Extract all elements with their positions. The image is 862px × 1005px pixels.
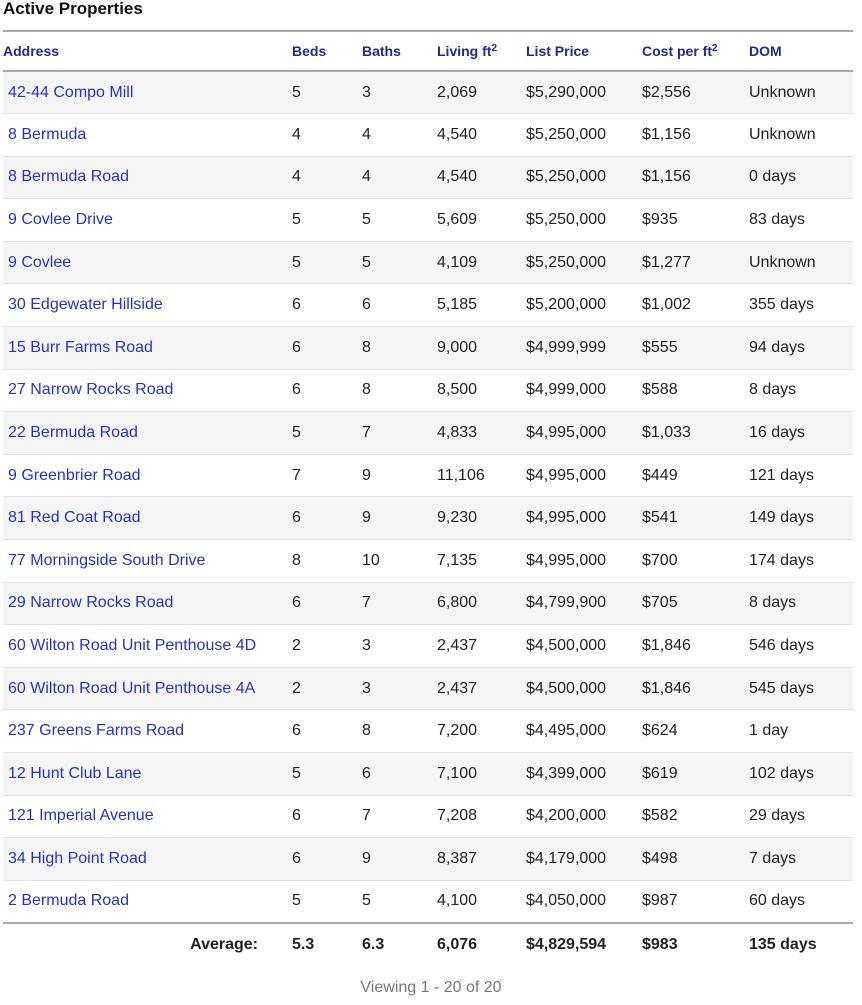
cell-cost-per-ft: $582 [642, 807, 678, 825]
cell-cost-per-ft: $1,002 [642, 296, 691, 314]
header-label: Beds [292, 43, 327, 59]
cell-address [3, 667, 292, 710]
cell-baths: 7 [362, 594, 371, 612]
address-link[interactable]: 42-44 Compo Mill [8, 83, 134, 101]
cell-dom: 0 days [749, 168, 797, 186]
table-row [3, 369, 853, 412]
cell-dom: 60 days [749, 892, 806, 910]
cell-address [3, 114, 292, 157]
cell-beds: 6 [292, 807, 301, 825]
cell-cost-per-ft: $555 [642, 338, 678, 356]
cell-baths: 8 [362, 381, 371, 399]
cell-beds: 6 [292, 296, 301, 314]
table-row [3, 625, 853, 668]
cell-cost-per-ft: $1,033 [642, 424, 691, 442]
cell-baths: 9 [362, 509, 371, 527]
cell-living: 4,540 [437, 168, 478, 186]
average-cost-per-ft: $983 [642, 936, 678, 954]
cell-cost-per-ft: $541 [642, 509, 678, 527]
cell-address [3, 199, 292, 242]
cell-list-price: $5,290,000 [526, 83, 607, 101]
table-row [3, 114, 853, 157]
average-label: Average: [190, 936, 258, 954]
cell-beds: 5 [292, 211, 301, 229]
cell-living: 2,437 [437, 679, 478, 697]
properties-table [3, 30, 853, 967]
cell-address [3, 838, 292, 881]
table-row [3, 241, 853, 284]
table-row [3, 327, 853, 370]
address-link[interactable]: 77 Morningside South Drive [8, 551, 206, 569]
address-link[interactable]: 30 Edgewater Hillside [8, 296, 163, 314]
table-row [3, 582, 853, 625]
cell-living: 2,069 [437, 83, 478, 101]
address-link[interactable]: 9 Covlee [8, 253, 72, 271]
header-label: Address [3, 43, 60, 59]
cell-address [3, 497, 292, 540]
superscript: 2 [712, 43, 718, 54]
header-address[interactable] [3, 31, 292, 71]
cell-dom: 94 days [749, 338, 806, 356]
table-row [3, 454, 853, 497]
table-header-row [3, 31, 853, 71]
address-link[interactable]: 9 Greenbrier Road [8, 466, 141, 484]
cell-dom: Unknown [749, 125, 816, 143]
cell-beds: 6 [292, 381, 301, 399]
cell-beds: 2 [292, 679, 301, 697]
address-link[interactable]: 60 Wilton Road Unit Penthouse 4D [8, 637, 257, 655]
address-link[interactable]: 81 Red Coat Road [8, 509, 141, 527]
header-living[interactable] [437, 31, 526, 71]
cell-beds: 5 [292, 83, 301, 101]
address-link[interactable]: 121 Imperial Avenue [8, 807, 154, 825]
cell-dom: 8 days [749, 594, 797, 612]
table-row [3, 753, 853, 796]
superscript: 2 [491, 43, 497, 54]
cell-living: 7,100 [437, 764, 478, 782]
cell-dom: 1 day [749, 722, 789, 740]
table-row [3, 795, 853, 838]
cell-list-price: $4,500,000 [526, 637, 607, 655]
cell-beds: 5 [292, 764, 301, 782]
cell-address [3, 241, 292, 284]
cell-list-price: $4,995,000 [526, 551, 607, 569]
cell-baths: 5 [362, 253, 371, 271]
cell-cost-per-ft: $705 [642, 594, 678, 612]
header-label: Cost per ft [642, 43, 712, 59]
address-link[interactable]: 34 High Point Road [8, 849, 147, 867]
cell-baths: 8 [362, 722, 371, 740]
cell-cost-per-ft: $588 [642, 381, 678, 399]
cell-list-price: $4,799,900 [526, 594, 607, 612]
address-link[interactable]: 9 Covlee Drive [8, 211, 113, 229]
address-link[interactable]: 22 Bermuda Road [8, 424, 138, 442]
cell-beds: 4 [292, 168, 301, 186]
table-row [3, 71, 853, 114]
cell-living: 4,833 [437, 424, 478, 442]
cell-baths: 5 [362, 211, 371, 229]
average-list-price: $4,829,594 [526, 936, 607, 954]
cell-baths: 3 [362, 679, 371, 697]
cell-cost-per-ft: $935 [642, 211, 678, 229]
address-link[interactable]: 29 Narrow Rocks Road [8, 594, 174, 612]
cell-dom: 7 days [749, 849, 797, 867]
cell-baths: 7 [362, 424, 371, 442]
cell-address [3, 71, 292, 114]
cell-list-price: $5,250,000 [526, 211, 607, 229]
cell-address [3, 625, 292, 668]
cell-list-price: $4,995,000 [526, 466, 607, 484]
cell-beds: 2 [292, 637, 301, 655]
table-row [3, 838, 853, 881]
cell-baths: 10 [362, 551, 380, 569]
cell-cost-per-ft: $1,846 [642, 679, 691, 697]
cell-cost-per-ft: $498 [642, 849, 678, 867]
table-row [3, 497, 853, 540]
cell-dom: 545 days [749, 679, 814, 697]
average-row [3, 923, 853, 967]
cell-living: 5,185 [437, 296, 478, 314]
address-link[interactable]: 237 Greens Farms Road [8, 722, 185, 740]
cell-cost-per-ft: $2,556 [642, 83, 691, 101]
address-link[interactable]: 60 Wilton Road Unit Penthouse 4A [8, 679, 256, 697]
cell-living: 8,387 [437, 849, 478, 867]
table-row [3, 156, 853, 199]
average-baths: 6.3 [362, 936, 385, 954]
cell-address [3, 540, 292, 583]
cell-beds: 4 [292, 125, 301, 143]
cell-dom: 29 days [749, 807, 806, 825]
cell-baths: 4 [362, 125, 371, 143]
cell-living: 5,609 [437, 211, 478, 229]
cell-cost-per-ft: $449 [642, 466, 678, 484]
cell-cost-per-ft: $1,156 [642, 168, 691, 186]
table-row [3, 710, 853, 753]
cell-beds: 5 [292, 424, 301, 442]
average-living: 6,076 [437, 936, 478, 954]
table-row [3, 199, 853, 242]
pagination-status: Viewing 1 - 20 of 20 [360, 979, 502, 996]
cell-baths: 6 [362, 764, 371, 782]
cell-dom: 83 days [749, 211, 806, 229]
cell-living: 4,540 [437, 125, 478, 143]
cell-baths: 9 [362, 849, 371, 867]
cell-baths: 3 [362, 83, 371, 101]
table-row [3, 880, 853, 923]
cell-dom: 174 days [749, 551, 814, 569]
table-row [3, 540, 853, 583]
table-row [3, 412, 853, 455]
cell-beds: 7 [292, 466, 301, 484]
cell-address [3, 582, 292, 625]
cell-beds: 6 [292, 849, 301, 867]
cell-cost-per-ft: $619 [642, 764, 678, 782]
cell-list-price: $5,200,000 [526, 296, 607, 314]
cell-baths: 9 [362, 466, 371, 484]
cell-baths: 3 [362, 637, 371, 655]
cell-list-price: $4,399,000 [526, 764, 607, 782]
cell-baths: 6 [362, 296, 371, 314]
cell-beds: 6 [292, 722, 301, 740]
cell-address [3, 880, 292, 923]
cell-list-price: $5,250,000 [526, 168, 607, 186]
cell-baths: 7 [362, 807, 371, 825]
cell-beds: 6 [292, 338, 301, 356]
cell-address [3, 412, 292, 455]
cell-address [3, 454, 292, 497]
header-list-price[interactable] [526, 31, 642, 71]
cell-list-price: $4,995,000 [526, 509, 607, 527]
cell-cost-per-ft: $1,156 [642, 125, 691, 143]
cell-baths: 4 [362, 168, 371, 186]
cell-dom: Unknown [749, 253, 816, 271]
cell-cost-per-ft: $987 [642, 892, 678, 910]
header-label: Living ft [437, 43, 492, 59]
cell-address [3, 156, 292, 199]
average-dom: 135 days [749, 936, 817, 954]
cell-living: 6,800 [437, 594, 478, 612]
cell-cost-per-ft: $1,277 [642, 253, 691, 271]
header-baths[interactable] [362, 31, 437, 71]
cell-living: 4,109 [437, 253, 478, 271]
cell-cost-per-ft: $700 [642, 551, 678, 569]
table-row [3, 284, 853, 327]
header-label: List Price [526, 43, 590, 59]
cell-dom: 102 days [749, 764, 814, 782]
cell-beds: 6 [292, 594, 301, 612]
cell-living: 9,230 [437, 509, 478, 527]
cell-living: 7,200 [437, 722, 478, 740]
address-link[interactable]: 27 Narrow Rocks Road [8, 381, 174, 399]
page-title: Active Properties [3, 0, 143, 18]
cell-beds: 5 [292, 892, 301, 910]
cell-living: 4,100 [437, 892, 478, 910]
cell-living: 11,106 [437, 466, 485, 484]
header-label: DOM [749, 43, 782, 59]
cell-list-price: $4,050,000 [526, 892, 607, 910]
cell-list-price: $4,999,000 [526, 381, 607, 399]
cell-living: 8,500 [437, 381, 478, 399]
cell-address [3, 369, 292, 412]
cell-dom: 121 days [749, 466, 814, 484]
address-link[interactable]: 2 Bermuda Road [8, 892, 129, 910]
cell-list-price: $4,995,000 [526, 424, 607, 442]
cell-baths: 5 [362, 892, 371, 910]
cell-address [3, 710, 292, 753]
cell-dom: 149 days [749, 509, 814, 527]
cell-living: 7,135 [437, 551, 478, 569]
cell-address [3, 327, 292, 370]
header-beds[interactable] [292, 31, 362, 71]
address-link[interactable]: 12 Hunt Club Lane [8, 764, 142, 782]
cell-cost-per-ft: $624 [642, 722, 678, 740]
cell-dom: Unknown [749, 83, 816, 101]
cell-living: 7,208 [437, 807, 478, 825]
cell-list-price: $4,179,000 [526, 849, 607, 867]
cell-beds: 8 [292, 551, 301, 569]
average-beds: 5.3 [292, 936, 315, 954]
header-dom[interactable] [749, 31, 853, 71]
cell-living: 9,000 [437, 338, 478, 356]
cell-list-price: $4,500,000 [526, 679, 607, 697]
address-link[interactable]: 8 Bermuda [8, 125, 87, 143]
cell-beds: 6 [292, 509, 301, 527]
cell-dom: 355 days [749, 296, 814, 314]
cell-list-price: $4,999,999 [526, 338, 607, 356]
cell-dom: 16 days [749, 424, 806, 442]
cell-dom: 8 days [749, 381, 797, 399]
cell-address [3, 753, 292, 796]
cell-living: 2,437 [437, 637, 478, 655]
cell-list-price: $4,200,000 [526, 807, 607, 825]
cell-baths: 8 [362, 338, 371, 356]
cell-beds: 5 [292, 253, 301, 271]
cell-list-price: $5,250,000 [526, 125, 607, 143]
cell-dom: 546 days [749, 637, 814, 655]
header-label: Baths [362, 43, 401, 59]
address-link[interactable]: 8 Bermuda Road [8, 168, 129, 186]
cell-cost-per-ft: $1,846 [642, 637, 691, 655]
cell-list-price: $5,250,000 [526, 253, 607, 271]
table-row [3, 667, 853, 710]
address-link[interactable]: 15 Burr Farms Road [8, 338, 153, 356]
cell-address [3, 795, 292, 838]
cell-list-price: $4,495,000 [526, 722, 607, 740]
header-cost-per-ft[interactable] [642, 31, 749, 71]
cell-address [3, 284, 292, 327]
